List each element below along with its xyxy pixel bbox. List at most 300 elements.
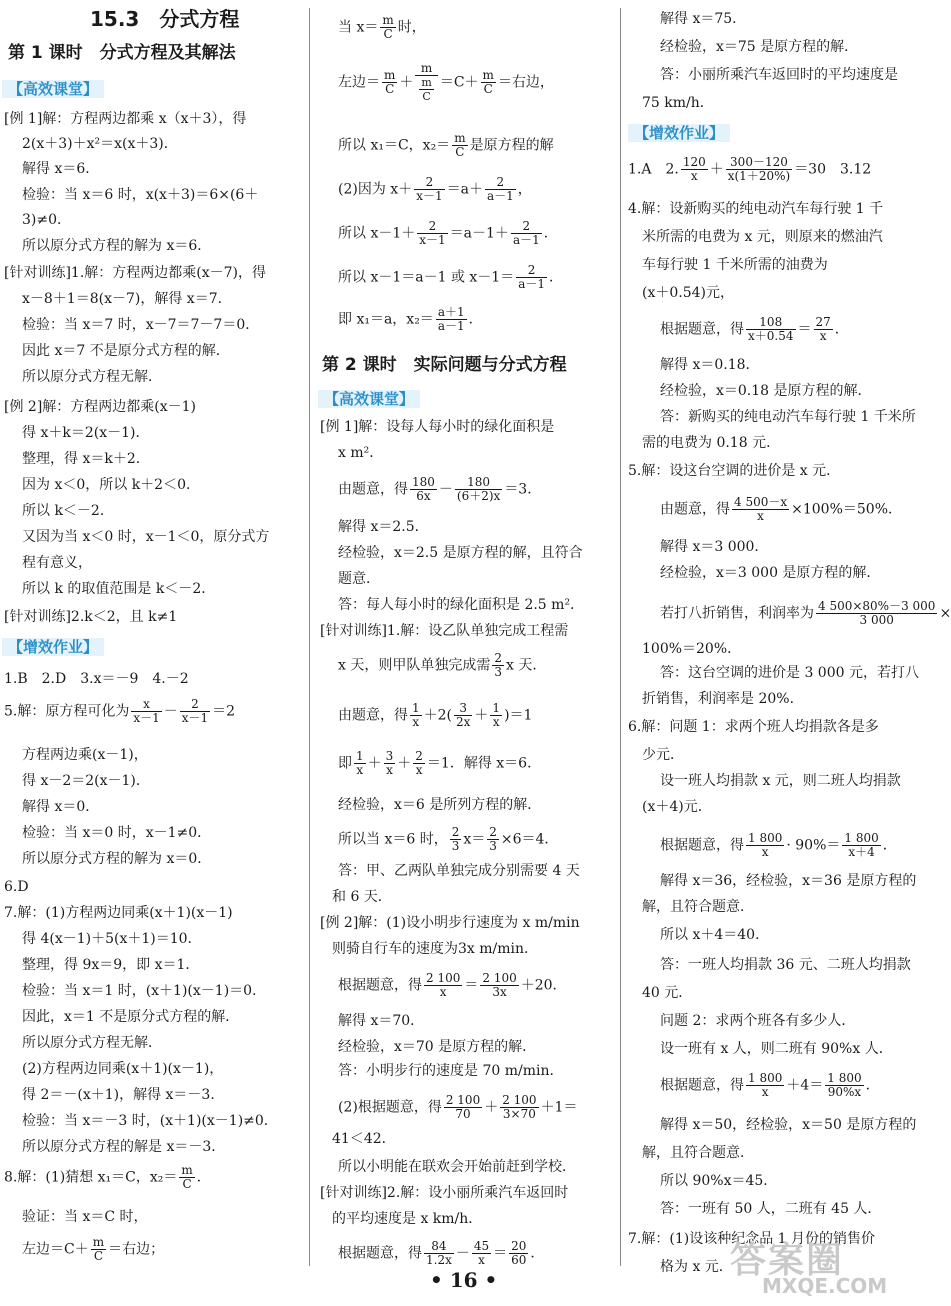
numerator: 1 800 [748, 831, 783, 845]
numerator: 2 100 [502, 1093, 537, 1107]
formula-line [660, 496, 902, 523]
formula-line [4, 698, 235, 725]
text-line: 答：每人每小时的绿化面积是 2.5 m²． [338, 597, 585, 613]
text-line: 解得 x＝50，经检验，x＝50 是原方程的 [660, 1117, 917, 1133]
fraction [380, 14, 395, 41]
numerator: 1 800 [827, 1071, 862, 1085]
text-span: － [455, 1245, 470, 1262]
numerator: x [131, 698, 161, 712]
text-line: 得 x＋k＝2(x－1)． [22, 425, 150, 441]
denominator: x [761, 1085, 769, 1099]
denominator: 3 [489, 839, 497, 853]
numerator: 2 [511, 220, 542, 234]
fraction [500, 1094, 538, 1121]
text-line: 经检验，x＝3 000 是原方程的解． [660, 565, 881, 581]
text-span: x＝ [463, 831, 486, 848]
formula-line [338, 1240, 544, 1267]
text-span: ＝ [797, 321, 812, 338]
text-line: 检验：当 x＝－3 时，(x＋1)(x－1)≠0． [22, 1113, 278, 1129]
complex-fraction [415, 62, 437, 103]
text-span: 由题意，得 [660, 501, 730, 518]
text-line: 设一班人均捐款 x 元，则二班人均捐款 [660, 773, 901, 789]
tag-homework: 【增效作业】 [628, 124, 730, 142]
fraction [450, 826, 462, 853]
denominator: C [182, 1177, 192, 1191]
column-1 [0, 0, 300, 1275]
text-line: 解，且符合题意． [642, 1145, 754, 1161]
text-span: 由题意，得 [338, 481, 408, 498]
numerator: m [181, 1163, 193, 1177]
denominator: x－1 [416, 189, 443, 203]
text-span: ＋4＝ [786, 1077, 824, 1094]
text-line: x－8＋1＝8(x－7)，解得 x＝7． [22, 291, 232, 307]
text-span: ＝30 3.12 [794, 161, 872, 178]
denominator: 3×70 [502, 1107, 536, 1121]
text-line: 折销售，利润率是 20%． [642, 691, 804, 707]
tag-class: 【高效课堂】 [2, 80, 104, 98]
text-line: [针对训练]2.k＜2，且 k≠1 [4, 609, 178, 625]
text-span: (2)根据题意，得 [338, 1099, 442, 1116]
formula-line [660, 600, 951, 627]
page-number: • 16 • [430, 1268, 498, 1292]
text-line: 因此 x＝7 不是原分式方程的解． [22, 343, 230, 359]
numerator: 1 [412, 701, 420, 715]
text-span: ＋1＝ [540, 1099, 578, 1116]
formula-line [338, 176, 532, 203]
denominator: C [455, 145, 465, 159]
text-line: 所以原分式方程无解． [22, 369, 162, 385]
text-line: 格为 x 元． [660, 1259, 733, 1275]
text-line: 6.D [4, 879, 29, 895]
fraction [816, 600, 937, 627]
denominator: x－1 [133, 711, 160, 725]
fraction [842, 832, 880, 859]
numerator: m [92, 1235, 105, 1249]
text-line: 解得 x＝6． [22, 161, 100, 177]
text-span: ． [834, 321, 849, 338]
denominator: x [761, 845, 769, 859]
numerator: 108 [746, 316, 796, 330]
text-span: 即 x₁＝a，x₂＝ [338, 311, 434, 328]
fraction [746, 1072, 784, 1099]
text-span: ＋ [484, 1099, 499, 1116]
text-line: 40 元． [642, 985, 693, 1001]
numerator: 2 [417, 220, 447, 234]
text-line: 解得 x＝36，经检验，x＝36 是原方程的 [660, 873, 917, 889]
fraction [455, 476, 502, 503]
fraction [746, 316, 796, 343]
section-title: 15.3 分式方程 [90, 7, 240, 31]
denominator: x [439, 985, 447, 999]
text-span: x 天． [506, 657, 547, 674]
text-line: 所以 k＜－2． [22, 503, 114, 519]
text-span: ． [882, 837, 897, 854]
formula-line [338, 750, 541, 777]
text-span: 若打八折销售，利润率为 [660, 605, 814, 622]
fraction [487, 826, 499, 853]
text-span: － [438, 481, 453, 498]
denominator [415, 76, 437, 103]
column-2 [316, 0, 616, 1275]
fraction [354, 750, 366, 777]
denominator: C [483, 82, 493, 96]
text-span: 5.解：原方程可化为 [4, 703, 130, 720]
text-line: 41＜42． [332, 1131, 396, 1147]
fraction [480, 972, 518, 999]
fraction [410, 476, 437, 503]
denominator: C [383, 27, 393, 41]
text-line: 4.解：设新购买的纯电动汽车每行驶 1 千 [628, 201, 884, 217]
denominator: C [422, 90, 431, 103]
fraction [382, 69, 397, 96]
text-span: ． [196, 1169, 211, 1186]
text-line: 得 x－2＝2(x－1)． [22, 773, 150, 789]
numerator: 4 500－x [734, 495, 788, 509]
text-line: 3)≠0． [22, 212, 72, 228]
numerator: 1 800 [844, 831, 879, 845]
text-line: 75 km/h． [642, 95, 714, 111]
text-span: 1.A 2. [628, 161, 679, 178]
fraction [419, 76, 433, 103]
numerator: m [421, 76, 432, 89]
text-span: 根据题意，得 [660, 1077, 744, 1094]
fraction [511, 220, 542, 247]
denominator: C [93, 1249, 103, 1263]
text-line: [例 1]解：方程两边都乘 x（x＋3），得 [4, 111, 247, 127]
text-span: ＋ [367, 755, 382, 772]
numerator: 2 100 [482, 971, 517, 985]
denominator: a－1 [512, 233, 540, 247]
text-line: 答：新购买的纯电动汽车每行驶 1 千米所 [660, 409, 916, 425]
text-line: 因此，x＝1 不是原分式方程的解． [22, 1009, 240, 1025]
text-line: 所以小明能在联欢会开始前赶到学校． [338, 1159, 576, 1175]
text-line: 解得 x＝75． [660, 11, 747, 27]
text-line: 检验：当 x＝1 时，(x＋1)(x－1)＝0． [22, 983, 267, 999]
numerator: 3 [385, 749, 394, 763]
numerator: 2 [180, 698, 210, 712]
text-span: ＝a－1＋ [449, 225, 509, 242]
text-span: 左边＝C＋ [22, 1241, 89, 1258]
fraction [179, 1164, 194, 1191]
numerator: 2 [516, 264, 547, 278]
fraction [384, 750, 396, 777]
fraction [485, 176, 516, 203]
formula-line [660, 832, 897, 859]
numerator: 84 [424, 1240, 454, 1254]
text-span: ＋ [399, 74, 414, 91]
text-line: 程有意义， [22, 555, 92, 571]
fraction [417, 220, 447, 247]
formula-line [22, 1236, 164, 1263]
text-line: 经检验，x＝0.18 是原方程的解． [660, 383, 872, 399]
numerator: 2 [494, 651, 502, 665]
text-line: 所以 x＋4＝40． [660, 927, 770, 943]
text-line: 检验：当 x＝6 时，x(x＋3)＝6×(6＋ [22, 187, 259, 203]
text-line: [针对训练]2.解：设小丽所乘汽车返回时 [320, 1185, 569, 1201]
text-line: 验证：当 x＝C 时， [22, 1209, 148, 1225]
numerator: a＋1 [437, 305, 465, 319]
denominator: 3 [451, 839, 460, 853]
text-span: 根据题意，得 [660, 837, 744, 854]
numerator: m [382, 13, 394, 27]
text-line: 经检验，x＝6 是所列方程的解． [338, 797, 542, 813]
text-span: ＝右边； [108, 1241, 165, 1258]
text-line: 答：一班有 50 人，二班有 45 人． [660, 1201, 882, 1217]
text-span: ． [543, 225, 558, 242]
text-line: 答：这台空调的进价是 3 000 元，若打八 [660, 665, 919, 681]
text-line: 100%＝20%． [642, 641, 742, 657]
text-span: )＝1 [504, 707, 533, 724]
text-span: ×100%＝50%． [791, 501, 902, 518]
text-span: ＝2 [212, 703, 236, 720]
text-line: 少元． [642, 747, 684, 763]
fraction [825, 1072, 863, 1099]
formula-line [338, 1094, 577, 1121]
denominator: 3 [494, 665, 502, 679]
denominator: x(1＋20%) [727, 169, 791, 183]
text-line: 解，且符合题意． [642, 899, 754, 915]
text-span: ＝C＋ [439, 74, 479, 91]
text-span: 所以 x₁＝C，x₂＝ [338, 137, 451, 154]
fraction [681, 156, 708, 183]
numerator: 300－120 [726, 156, 792, 170]
formula-line [338, 826, 558, 853]
numerator: 2 [415, 749, 423, 763]
text-span: ． [865, 1077, 880, 1094]
text-line: 整理，得 x＝k＋2． [22, 451, 150, 467]
denominator: 6x [416, 489, 431, 503]
text-line: 答：一班人均捐款 36 元、二班人均捐款 [660, 957, 911, 973]
numerator: 20 [511, 1239, 527, 1253]
denominator: 3 000 [859, 613, 894, 627]
formula-line [338, 972, 567, 999]
fraction [424, 972, 462, 999]
fraction [481, 69, 496, 96]
numerator: m [384, 68, 396, 82]
text-line: 米所需的电费为 x 元，则原来的燃油汽 [642, 229, 883, 245]
text-span: ＋ [474, 707, 489, 724]
text-span: － [163, 703, 178, 720]
text-line: 需的电费为 0.18 元． [642, 435, 781, 451]
numerator: 2 100 [426, 971, 461, 985]
fraction [814, 316, 833, 343]
watermark-url: MXQE.COM [762, 1274, 888, 1298]
text-span: · 90%＝ [786, 837, 841, 854]
text-span: ． [468, 311, 483, 328]
formula-line [338, 306, 483, 333]
text-line: 经检验，x＝70 是原方程的解． [338, 1039, 537, 1055]
lesson-title: 第 2 课时 实际问题与分式方程 [322, 355, 567, 375]
text-span: 8.解：(1)猜想 x₁＝C，x₂＝ [4, 1169, 178, 1186]
text-line: [例 1]解：设每人每小时的绿化面积是 [320, 419, 555, 435]
denominator: x＋0.54 [748, 329, 794, 343]
text-span: ＝1．解得 x＝6． [426, 755, 542, 772]
denominator: a－1 [437, 319, 465, 333]
text-line: 因为 x＜0，所以 k＋2＜0． [22, 477, 201, 493]
formula-line [338, 62, 554, 103]
fraction [91, 1236, 106, 1263]
denominator: x [492, 715, 500, 729]
numerator: 1 [356, 749, 364, 763]
text-line: 7.解：(1)方程两边同乘(x＋1)(x－1) [4, 905, 233, 921]
text-line: 方程两边乘(x－1)， [22, 747, 148, 763]
watermark [720, 1232, 910, 1302]
formula-line [660, 1072, 880, 1099]
text-line: 解得 x＝0.18． [660, 357, 760, 373]
fraction [452, 132, 467, 159]
lesson-title: 第 1 课时 分式方程及其解法 [8, 43, 236, 63]
formula-line [338, 132, 554, 159]
fraction [726, 156, 792, 183]
denominator: 1.2x [426, 1253, 452, 1267]
text-line: 的平均速度是 x km/h． [332, 1211, 483, 1227]
fraction [490, 702, 502, 729]
text-line: 解得 x＝70． [338, 1013, 425, 1029]
text-span: 根据题意，得 [338, 977, 422, 994]
formula-line [628, 156, 871, 183]
denominator: x－1 [419, 233, 446, 247]
formula-line [338, 476, 541, 503]
tag-homework: 【增效作业】 [2, 638, 104, 656]
text-line: (x＋4)元． [642, 799, 712, 815]
numerator: m [415, 62, 437, 76]
text-span: ＋ [397, 755, 412, 772]
text-span: ＝ [464, 977, 479, 994]
text-line: 解得 x＝3 000． [660, 539, 769, 555]
denominator: 70 [455, 1107, 471, 1121]
text-span: ＝右边， [497, 74, 554, 91]
text-line: 解得 x＝0． [22, 799, 100, 815]
text-line: (2)方程两边同乘(x＋1)(x－1)， [22, 1061, 224, 1077]
text-span: ． [530, 1245, 545, 1262]
fraction [444, 1094, 482, 1121]
text-line: 车每行驶 1 千米所需的油费为 [642, 257, 828, 273]
formula-line [338, 652, 546, 679]
denominator: x [356, 763, 364, 777]
fraction [410, 702, 422, 729]
text-line: 经检验，x＝75 是原方程的解． [660, 39, 859, 55]
text-line: [例 2]解：方程两边都乘(x－1) [4, 399, 197, 415]
numerator: 1 800 [748, 1071, 783, 1085]
numerator: 180 [455, 476, 502, 490]
fraction [746, 832, 784, 859]
text-span: 时， [397, 19, 426, 36]
fraction [732, 496, 789, 523]
text-span: ＋2( [423, 707, 453, 724]
fraction [492, 652, 504, 679]
fraction [131, 698, 161, 725]
denominator: x [412, 715, 420, 729]
column-divider-2 [620, 8, 621, 1266]
formula-line [338, 220, 558, 247]
numerator: m [482, 68, 494, 82]
text-span: ＝3． [504, 481, 542, 498]
text-span: 所以当 x＝6 时， [338, 831, 448, 848]
text-line: 5.解：设这台空调的进价是 x 元． [628, 463, 841, 479]
numerator: 120 [682, 155, 706, 169]
denominator: x－1 [181, 711, 209, 725]
text-line: 解得 x＝2.5． [338, 519, 429, 535]
text-line: [例 2]解：(1)设小明步行速度为 x m/min [320, 915, 580, 931]
numerator: 2 [489, 825, 497, 839]
text-line: 又因为当 x＜0 时，x－1＜0，原分式方 [22, 529, 270, 545]
numerator: 27 [815, 315, 831, 329]
denominator: C [385, 82, 395, 96]
numerator: m [454, 131, 466, 145]
formula-line [338, 264, 563, 291]
text-line: [针对训练]1.解：方程两边都乘(x－7)，得 [4, 265, 267, 281]
text-line: 答：小明步行的速度是 70 m/min． [338, 1063, 564, 1079]
text-line: x m²． [338, 445, 384, 461]
formula-line [4, 1164, 211, 1191]
numerator: 1 [492, 701, 501, 715]
denominator: x [690, 169, 698, 183]
denominator: 2x [456, 715, 471, 729]
text-span: x 天，则甲队单独完成需 [338, 657, 491, 674]
fraction [424, 1240, 454, 1267]
text-line: 则骑自行车的速度为3x m/min． [332, 941, 539, 957]
text-span: 所以 x－1＋ [338, 225, 416, 242]
denominator: (6＋2)x [456, 489, 501, 503]
text-span: × [939, 605, 951, 622]
text-line: 答：甲、乙两队单独完成分别需要 4 天 [338, 863, 580, 879]
text-line: 得 2＝－(x＋1)，解得 x＝－3． [22, 1087, 225, 1103]
text-line: 设一班有 x 人，则二班有 90%x 人． [660, 1041, 893, 1057]
numerator: 2 100 [445, 1093, 481, 1107]
text-span: ． [549, 269, 564, 286]
text-span: ＋ [709, 161, 724, 178]
text-line: 整理，得 9x＝9，即 x＝1． [22, 957, 200, 973]
text-line: 7.解：(1)设该种纪念品 1 月份的销售价 [628, 1231, 875, 1247]
fraction [436, 306, 467, 333]
text-line: 得 4(x－1)＋5(x＋1)＝10． [22, 931, 202, 947]
text-span: 根据题意，得 [338, 1245, 422, 1262]
numerator: 45 [473, 1239, 490, 1253]
text-line: 2(x＋3)＋x²＝x(x＋3)． [22, 136, 178, 152]
column-divider-1 [309, 8, 310, 1266]
text-line: 答：小丽所乘汽车返回时的平均速度是 [660, 67, 898, 83]
text-line: 和 6 天． [332, 889, 392, 905]
numerator: 4 500×80%－3 000 [818, 599, 936, 613]
text-line: 所以 k 的取值范围是 k＜－2． [22, 581, 216, 597]
text-span: 由题意，得 [338, 707, 408, 724]
text-line: 所以原分式方程的解为 x＝6． [22, 238, 212, 254]
text-line: 题意． [338, 571, 380, 587]
text-span: 即 [338, 755, 352, 772]
numerator: 2 [485, 176, 516, 190]
formula-line [338, 702, 532, 729]
numerator: 3 [454, 702, 472, 716]
text-line: 检验：当 x＝7 时，x－7＝7－7＝0． [22, 317, 260, 333]
denominator: x＋4 [848, 845, 875, 859]
denominator: x [415, 763, 423, 777]
denominator: 3x [492, 985, 507, 999]
text-span: 左边＝ [338, 74, 380, 91]
formula-line [338, 14, 426, 41]
text-span: ， [517, 181, 532, 198]
watermark-logo-text: 答案圈 [730, 1240, 845, 1281]
numerator: 2 [414, 176, 444, 190]
text-span: ＝a＋ [446, 181, 483, 198]
fraction [454, 702, 472, 729]
numerator: 2 [451, 825, 460, 839]
fraction [516, 264, 547, 291]
text-line: 所以原分式方程的解是 x＝－3． [22, 1139, 226, 1155]
text-span: 是原方程的解 [469, 137, 554, 154]
denominator: a－1 [486, 189, 514, 203]
tag-class: 【高效课堂】 [318, 390, 420, 408]
text-line: 问题 2：求两个班各有多少人． [660, 1013, 856, 1029]
